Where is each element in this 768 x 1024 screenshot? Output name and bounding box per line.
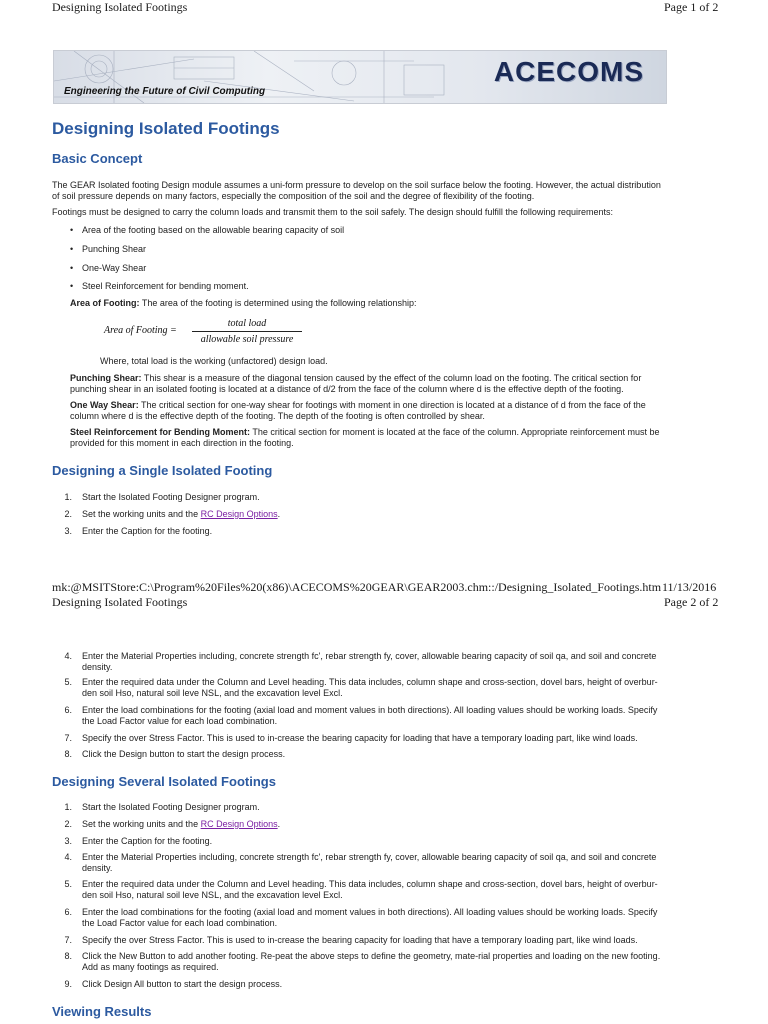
- list-item: Enter the Caption for the footing.: [82, 836, 213, 846]
- list-number: 8.: [64, 951, 72, 961]
- list-item: Enter the Material Properties including, concrete strength fc', rebar strength fy, cover, allowable bearing capacity of soil qa, and soil and concrete: [82, 852, 657, 862]
- requirement-item: Area of the footing based on the allowable bearing capacity of soil: [82, 225, 345, 235]
- bullet-icon: •: [70, 244, 74, 254]
- list-number: 3.: [64, 836, 72, 846]
- area-of-footing-text: The area of the footing is determined using the following relationship:: [139, 298, 417, 308]
- print-footer-date: 11/13/2016: [662, 580, 717, 594]
- punching-shear-label: Punching Shear:: [70, 373, 142, 383]
- list-item-continuation: the Load Factor value for each load combination.: [82, 918, 278, 928]
- list-item-text: Set the working units and the: [82, 819, 201, 829]
- page-title: Designing Isolated Footings: [52, 119, 280, 138]
- paragraph-requirements: Footings must be designed to carry the column loads and transmit them to the soil safely. The design should fulfill the following requirements:: [52, 207, 613, 217]
- formula-fraction-bar: [192, 331, 302, 332]
- steel-reinforcement-label: Steel Reinforcement for Bending Moment:: [70, 427, 251, 437]
- area-of-footing-label: Area of Footing:: [70, 298, 140, 308]
- list-number: 6.: [64, 705, 72, 715]
- print-page-number: Page 1 of 2: [664, 0, 719, 14]
- print-header-title-page2: Designing Isolated Footings: [52, 595, 188, 609]
- list-item: Enter the Caption for the footing.: [82, 526, 213, 536]
- one-way-shear-line2: column where d is the effective depth of the footing. The depth of the footing is often controlled by shear.: [70, 411, 485, 421]
- area-of-footing-paragraph: [70, 298, 417, 309]
- list-item: [82, 509, 280, 520]
- list-item: Enter the required data under the Column and Level heading. This data includes, column shape and cross-section, dovel bars, height of overbur-: [82, 879, 658, 889]
- list-item-continuation: den soil Hso, natural soil leve NSL, and the excavation level Excl.: [82, 890, 343, 900]
- punching-shear-line2: punching shear in an isolated footing is located at a distance of d/2 from the face of the column where d is the effective depth of the footing.: [70, 384, 624, 394]
- section-heading-basic-concept: Basic Concept: [52, 151, 143, 166]
- requirement-item: One-Way Shear: [82, 263, 147, 273]
- requirement-item: Steel Reinforcement for bending moment.: [82, 281, 249, 291]
- formula-denominator: allowable soil pressure: [200, 334, 294, 345]
- list-number: 2.: [64, 819, 72, 829]
- one-way-shear-text: The critical section for one-way shear for footings with moment in one direction is located at a distance of d from the face of the: [138, 400, 646, 410]
- list-item-continuation: the Load Factor value for each load combination.: [82, 716, 278, 726]
- one-way-shear-label: One Way Shear:: [70, 400, 139, 410]
- rc-design-options-link[interactable]: RC Design Options: [200, 819, 278, 829]
- list-number: 8.: [64, 749, 72, 759]
- list-item: Click Design All button to start the design process.: [82, 979, 283, 989]
- bullet-icon: •: [70, 225, 74, 235]
- punching-shear-line1: [70, 373, 641, 384]
- list-number: 9.: [64, 979, 72, 989]
- steel-reinforcement-line2: provided for this moment in each direction in the footing.: [70, 438, 294, 448]
- list-item: [82, 819, 280, 830]
- banner-tagline: Engineering the Future of Civil Computing: [64, 86, 266, 97]
- list-item-text: .: [277, 819, 281, 829]
- list-item: Click the New Button to add another footing. Re-peat the above steps to define the geometry, mate-rial properties and loading on the new footing.: [82, 951, 661, 961]
- section-heading-several-footings: Designing Several Isolated Footings: [52, 774, 276, 789]
- list-number: 5.: [64, 879, 72, 889]
- requirement-item: Punching Shear: [82, 244, 147, 254]
- list-number: 6.: [64, 907, 72, 917]
- print-page-number-page2: Page 2 of 2: [664, 595, 719, 609]
- print-footer-path: mk:@MSITStore:C:\Program%20Files%20(x86)\ACECOMS%20GEAR\GEAR2003.chm::/Designing_Isolated_Footings.htm: [52, 580, 662, 594]
- list-item: Click the Design button to start the design process.: [82, 749, 286, 759]
- acecoms-logo: ACECOMS: [493, 56, 644, 87]
- where-text: Where, total load is the working (unfactored) design load.: [100, 356, 328, 366]
- list-number: 1.: [64, 492, 72, 502]
- list-number: 5.: [64, 677, 72, 687]
- list-item: Specify the over Stress Factor. This is used to in-crease the bearing capacity for loading that have a temporary loading part, like wind loads.: [82, 733, 638, 743]
- list-item: Start the Isolated Footing Designer program.: [82, 492, 260, 502]
- print-header-title: Designing Isolated Footings: [52, 0, 188, 14]
- list-number: 7.: [64, 935, 72, 945]
- list-item: Specify the over Stress Factor. This is used to in-crease the bearing capacity for loading that have a temporary loading part, like wind loads.: [82, 935, 638, 945]
- list-number: 7.: [64, 733, 72, 743]
- list-item: Enter the Material Properties including, concrete strength fc', rebar strength fy, cover, allowable bearing capacity of soil qa, and soil and concrete: [82, 651, 657, 661]
- list-item-continuation: density.: [82, 662, 113, 672]
- rc-design-options-link[interactable]: RC Design Options: [200, 509, 278, 519]
- list-item: Enter the load combinations for the footing (axial load and moment values in both directions). All loading values should be working loads. Specify: [82, 907, 658, 917]
- list-number: 1.: [64, 802, 72, 812]
- list-number: 3.: [64, 526, 72, 536]
- steel-reinforcement-text: The critical section for moment is located at the face of the column. Appropriate reinforcement must be: [250, 427, 660, 437]
- formula-numerator: total load: [227, 318, 267, 329]
- list-item-continuation: density.: [82, 863, 113, 873]
- list-number: 4.: [64, 852, 72, 862]
- list-item-text: .: [277, 509, 281, 519]
- bullet-icon: •: [70, 263, 74, 273]
- formula-lhs: Area of Footing =: [104, 325, 177, 336]
- steel-reinforcement-line1: [70, 427, 660, 438]
- acecoms-banner: [53, 50, 667, 104]
- list-item: Start the Isolated Footing Designer program.: [82, 802, 260, 812]
- list-number: 2.: [64, 509, 72, 519]
- section-heading-single-footing: Designing a Single Isolated Footing: [52, 463, 273, 478]
- list-item-continuation: Add as many footings as required.: [82, 962, 219, 972]
- one-way-shear-line1: [70, 400, 646, 411]
- list-item-continuation: den soil Hso, natural soil leve NSL, and the excavation level Excl.: [82, 688, 343, 698]
- paragraph-soil-pressure-line1: The GEAR Isolated footing Design module assumes a uni-form pressure to develop on the soil surface below the footing. However, the actual distribution: [52, 180, 661, 190]
- section-heading-viewing-results: Viewing Results: [52, 1004, 152, 1019]
- paragraph-soil-pressure-line2: of soil pressure depends on many factors, especially the composition of the soil and the degree of flexibility of the footing.: [52, 191, 535, 201]
- bullet-icon: •: [70, 281, 74, 291]
- punching-shear-text: This shear is a measure of the diagonal tension caused by the effect of the column load on the footing. The critical section for: [141, 373, 642, 383]
- list-number: 4.: [64, 651, 72, 661]
- list-item: Enter the load combinations for the footing (axial load and moment values in both directions). All loading values should be working loads. Specify: [82, 705, 658, 715]
- list-item: Enter the required data under the Column and Level heading. This data includes, column shape and cross-section, dovel bars, height of overbur-: [82, 677, 658, 687]
- list-item-text: Set the working units and the: [82, 509, 201, 519]
